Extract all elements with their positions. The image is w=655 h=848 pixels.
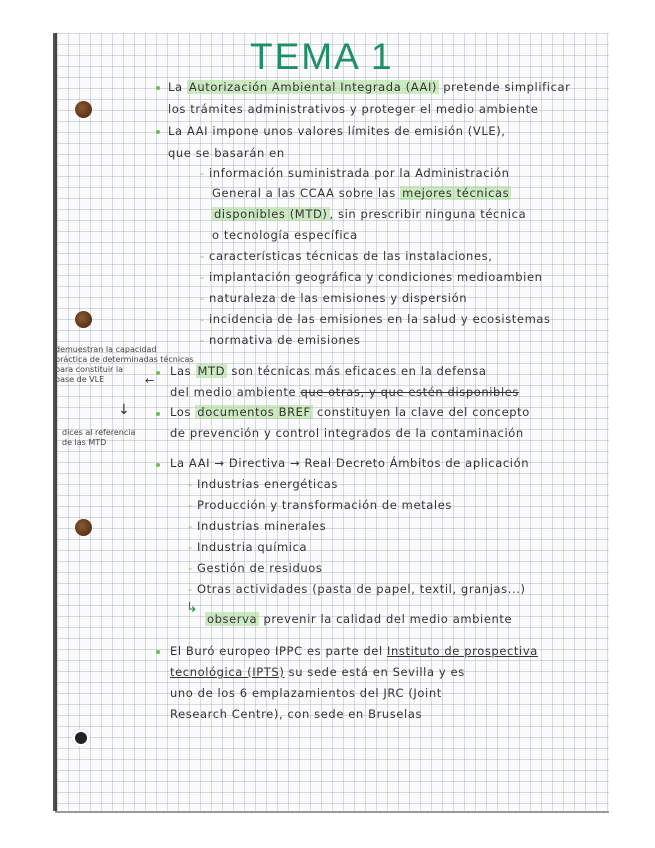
bullet-dot: [156, 650, 160, 654]
sub-item-a2: General a las CCAA sobre las mejores técnicas: [212, 186, 510, 200]
sub-item-e: - incidencia de las emisiones en la salud y ecosistemas: [200, 312, 551, 326]
bullet-dot: [156, 130, 160, 134]
bullet-dot: [156, 371, 160, 375]
para6-line3: uno de los 6 emplazamientos del JRC (Joint: [170, 686, 442, 700]
para5-item: - Gestión de residuos: [188, 561, 322, 575]
para5-item: - Industrias minerales: [188, 519, 326, 533]
sub-item-a4: o tecnología específica: [212, 228, 358, 242]
para5-item: - Industria química: [188, 540, 307, 554]
para4-line2: de prevención y control integrados de la contaminación: [170, 426, 524, 440]
para5-item: - Industrias energéticas: [188, 477, 338, 491]
bullet-dot: [156, 412, 160, 416]
para5-item: - Otras actividades (pasta de papel, textil, granjas...): [188, 582, 526, 596]
margin-note-2-l1: dices al referencia: [62, 428, 136, 437]
margin-note-1-l1: demuestran la capacidad: [55, 345, 157, 354]
para6-line2: tecnológica (IPTS) su sede está en Sevilla y es: [170, 665, 465, 679]
arrow-left-icon: ←: [145, 374, 155, 387]
curved-arrow-icon: ↳: [186, 600, 198, 616]
sub-item-f: - normativa de emisiones: [200, 333, 361, 347]
para3-line2: del medio ambiente que otras, y que estén disponibles: [170, 385, 520, 399]
para5-item: - Producción y transformación de metales: [188, 498, 452, 512]
sub-item-c: - implantación geográfica y condiciones medioambien: [200, 270, 543, 284]
page-title: TEMA 1: [250, 36, 394, 77]
margin-note-1-l3: para constituir la: [55, 365, 123, 374]
sub-item-a1: - información suministrada por la Administración: [200, 166, 509, 180]
sub-item-a3: disponibles (MTD) , sin prescribir ninguna técnica: [214, 207, 527, 221]
para6-line1: El Buró europeo IPPC es parte del Instituto de prospectiva: [170, 644, 538, 658]
binder-hole: [75, 311, 92, 328]
sub-item-b: - características técnicas de las instalaciones,: [200, 249, 492, 263]
margin-note-1-l2: práctica de determinadas técnicas: [55, 355, 194, 364]
sub-item-d: - naturaleza de las emisiones y dispersión: [200, 291, 467, 305]
para3-line1: Las MTD son técnicas más eficaces en la defensa: [170, 364, 487, 378]
bullet-dot: [156, 463, 160, 467]
highlight-aai: Autorización Ambiental Integrada (AAI): [188, 80, 438, 94]
para2-line2: que se basarán en: [168, 146, 285, 160]
para6-line4: Research Centre), con sede en Bruselas: [170, 707, 423, 721]
binder-hole: [75, 101, 92, 118]
para5-observa: observa prevenir la calidad del medio ambiente: [207, 612, 513, 626]
binder-hole: [72, 729, 90, 747]
para4-line1: Los documentos BREF constituyen la clave del concepto: [170, 405, 530, 419]
arrow-down-icon: ↓: [118, 402, 130, 418]
para1-line2: los trámites administrativos y proteger el medio ambiente: [168, 102, 539, 116]
binder-hole: [75, 519, 92, 536]
bullet-dot: [156, 86, 160, 90]
para1-line1: La Autorización Ambiental Integrada (AAI) pretende simplificar: [168, 80, 571, 94]
para5-line1: La AAI → Directiva → Real Decreto Ámbitos de aplicación: [170, 456, 530, 470]
margin-note-2-l2: de las MTD: [62, 438, 107, 447]
para2-line1: La AAI impone unos valores límites de emisión (VLE),: [168, 124, 506, 138]
margin-note-1-l4: base de VLE: [55, 375, 105, 384]
